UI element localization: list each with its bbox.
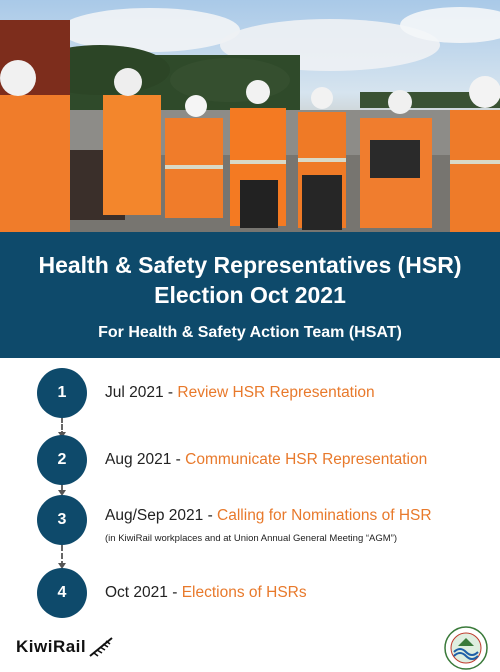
step-separator: - [203,507,218,524]
step-number-badge: 1 [37,368,87,418]
union-seal-icon [444,626,488,670]
title-line-1: Health & Safety Representatives (HSR) [38,252,462,278]
step-number-badge: 2 [37,435,87,485]
step-action: Elections of HSRs [181,584,307,601]
step-date: Aug 2021 [105,451,172,468]
step-separator: - [163,384,178,401]
logo-text: KiwiRail [16,637,87,656]
header-photo [0,0,500,232]
step-number-badge: 3 [37,495,87,545]
step-item [105,384,375,402]
step-action: Calling for Nominations of HSR [217,507,432,524]
step-number-badge: 4 [37,568,87,618]
step-date: Oct 2021 [105,584,168,601]
step-note: (in KiwiRail workplaces and at Union Annual General Meeting “AGM”) [105,533,397,544]
step-action: Communicate HSR Representation [185,451,428,468]
title-line-2: Election Oct 2021 [154,282,346,308]
step-item [105,584,307,602]
step-item [105,451,427,469]
step-separator: - [171,451,186,468]
title-band [0,232,500,358]
kiwirail-fern-icon [88,636,114,658]
workers-photo-illustration [0,0,500,232]
kiwirail-logo [16,636,114,658]
step-separator: - [167,584,182,601]
step-date: Jul 2021 [105,384,164,401]
step-action: Review HSR Representation [177,384,375,401]
step-item [105,507,432,525]
step-date: Aug/Sep 2021 [105,507,204,524]
page-title [0,250,500,310]
page-subtitle: For Health & Safety Action Team (HSAT) [98,324,402,341]
